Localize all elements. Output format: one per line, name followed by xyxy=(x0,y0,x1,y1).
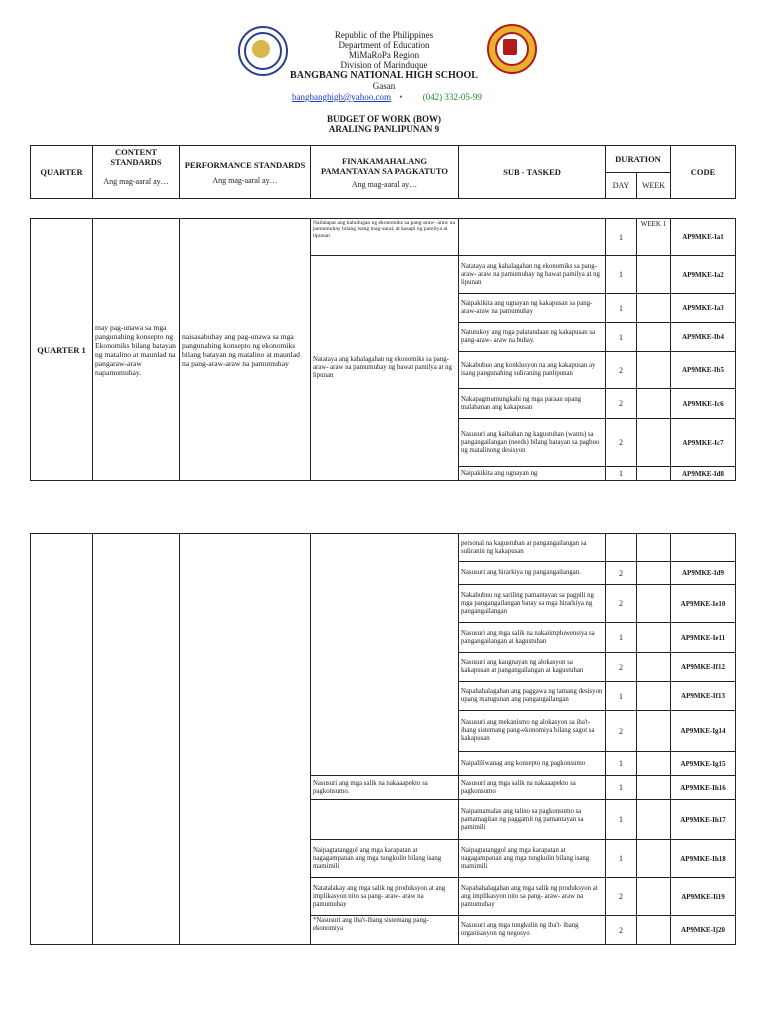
day-cell: 1 xyxy=(606,840,637,878)
day-cell: 1 xyxy=(606,219,637,256)
code-cell: AP9MKE-Ia1 xyxy=(671,219,736,256)
competency-header: FINAKAMAHALANG PAMANTAYAN SA PAGKATUTO xyxy=(320,155,449,176)
school-name: BANGBANG NATIONAL HIGH SCHOOL xyxy=(290,70,478,81)
day-header: DAY xyxy=(606,172,637,199)
subtask-cell: Nasusuri ang mekanismo ng alokasyon sa iba't-ibang sistemang pang-ekonomiya bilang sagot sa kakapusan xyxy=(459,711,606,752)
week-cell xyxy=(637,682,671,711)
day-cell: 1 xyxy=(606,776,637,800)
code-cell: AP9MKE-Ih16 xyxy=(671,776,736,800)
subtask-cell: Nasusuri ang mga salik na nakaaapekto sa pagkonsumo xyxy=(459,776,606,800)
code-cell: AP9MKE-Id8 xyxy=(671,467,736,481)
week-header: WEEK xyxy=(637,172,671,199)
day-cell: 1 xyxy=(606,752,637,776)
subtask-cell: Naipagtatanggol ang mga karapatan at nagagampanan ang mga tungkulin bilang isang mamimili xyxy=(459,840,606,878)
town-line: Gasan xyxy=(372,81,396,91)
day-cell: 1 xyxy=(606,800,637,840)
competency-cell: Nailalapat ang kahulugan ng ekonomiks sa pang-araw- araw na pamumuhay bilang isang mag-aaral, at kasapi ng pamilya at lipunan xyxy=(311,219,459,256)
day-cell: 2 xyxy=(606,389,637,419)
content-standard-cell xyxy=(93,534,180,945)
code-cell: AP9MKE-Ie11 xyxy=(671,623,736,653)
quarter1-table-part1 xyxy=(30,218,736,481)
day-cell: 1 xyxy=(606,682,637,711)
code-cell: AP9MKE-Ij20 xyxy=(671,916,736,945)
phone-number: (042) 332-05-99 xyxy=(422,92,482,102)
competency-cell xyxy=(311,800,459,840)
content-standard-cell: may pag-unawa sa mga pangunahing konsepto ng Ekonomiks bilang batayan ng matalino at maunlad na pangaraw-araw napamumuhay. xyxy=(93,219,180,481)
document-title: BUDGET OF WORK (BOW) xyxy=(326,114,442,124)
code-cell: AP9MKE-Ii19 xyxy=(671,878,736,916)
quarter1-table-part2 xyxy=(30,533,736,945)
performance-standard-cell xyxy=(180,534,311,945)
day-cell: 2 xyxy=(606,562,637,585)
competency-cell: *Nasusuri ang iba't-ibang sistemang pang-ekonomiya xyxy=(311,916,459,945)
week-cell xyxy=(637,752,671,776)
day-cell: 2 xyxy=(606,878,637,916)
subtask-cell: Napahahalagahan ang paggawa ng tamang desisyon upang matugunan ang pangangailangan xyxy=(459,682,606,711)
document-header xyxy=(0,0,768,140)
subtask-header: SUB - TASKED xyxy=(459,146,606,199)
content-standards-sub: Ang mag-aaral ay… xyxy=(103,177,169,186)
week-cell xyxy=(637,840,671,878)
region-line: MiMaRoPa Region xyxy=(348,50,420,60)
week-cell xyxy=(637,256,671,294)
subtask-cell: personal na kagustuhan at pangangailangan sa suliranin ng kakapusan xyxy=(459,534,606,562)
table-row xyxy=(31,219,736,256)
day-cell: 2 xyxy=(606,585,637,623)
code-cell: AP9MKE-If13 xyxy=(671,682,736,711)
subtask-cell: Nakapagmumungkahi ng mga paraan upang malabanan ang kakapusan xyxy=(459,389,606,419)
competency-cell xyxy=(311,534,459,776)
subtask-cell: Nasusuri ang kaugnayan ng alokasyon sa kakapusan at pangangailangan at kagustuhan xyxy=(459,653,606,682)
subtask-cell: Natataya ang kahalagahan ng ekonomiks sa pang-araw- araw na pamumuhay ng bawat pamilya at ng lipunan xyxy=(459,256,606,294)
day-cell: 2 xyxy=(606,653,637,682)
content-standards-header: CONTENT STANDARDS xyxy=(110,147,162,167)
subtask-cell: Naipakikita ang ugnayan ng kakapusan sa pang-araw-araw na pamumuhay xyxy=(459,294,606,323)
week-cell xyxy=(637,419,671,467)
quarter-cell xyxy=(31,534,93,945)
quarter-cell: QUARTER 1 xyxy=(31,219,93,481)
subtask-cell xyxy=(459,219,606,256)
performance-standard-cell: naisasabuhay ang pag-unawa sa mga pangunahing konsepto ng ekonomiks bilang batayan ng matalino at maunlad na pang-araw-araw na pamumuhay xyxy=(180,219,311,481)
code-header: CODE xyxy=(671,146,736,199)
code-cell: AP9MKE-Ia3 xyxy=(671,294,736,323)
code-cell: AP9MKE-Ib5 xyxy=(671,352,736,389)
day-cell: 1 xyxy=(606,294,637,323)
email-link[interactable]: bangbanghigh@yahoo.com xyxy=(292,92,392,102)
subtask-cell: Naipakikita ang ugnayan ng xyxy=(459,467,606,481)
week-cell xyxy=(637,352,671,389)
republic-line: Republic of the Philippines xyxy=(334,30,434,40)
week-cell xyxy=(637,534,671,562)
competency-cell: Natatalakay ang mga salik ng produksyon at ang implikasyon nito sa pang- araw- araw na pamumuhay xyxy=(311,878,459,916)
week-cell xyxy=(637,585,671,623)
code-cell: AP9MKE-Id9 xyxy=(671,562,736,585)
day-cell xyxy=(606,534,637,562)
day-cell: 1 xyxy=(606,256,637,294)
code-cell: AP9MKE-Ia2 xyxy=(671,256,736,294)
week-cell xyxy=(637,800,671,840)
subtask-cell: Nasusuri ang kaibahan ng kagustuhan (wants) sa pangangailangan (needs) bilang batayan sa pagbuo ng matalinong desisyon xyxy=(459,419,606,467)
code-cell: AP9MKE-Ic7 xyxy=(671,419,736,467)
competency-cell: Naipagtatanggol ang mga karapatan at nagagampanan ang mga tungkulin bilang isang mamimili xyxy=(311,840,459,878)
subtask-cell: Napahahalagahan ang mga salik ng produksyon at ang implikasyon nito sa pang- araw- araw na pamumuhay xyxy=(459,878,606,916)
week-cell xyxy=(637,294,671,323)
code-cell: AP9MKE-If12 xyxy=(671,653,736,682)
week-cell xyxy=(637,623,671,653)
week-cell xyxy=(637,653,671,682)
subtask-cell: Nasusuri ang hirarkiya ng pangangailangan. xyxy=(459,562,606,585)
day-cell: 2 xyxy=(606,352,637,389)
subtask-cell: Nasusuri ang mga salik na nakaiimpluwensiya sa pangangailangan at kagustuhan xyxy=(459,623,606,653)
code-cell: AP9MKE-Ig15 xyxy=(671,752,736,776)
day-cell: 1 xyxy=(606,323,637,352)
department-line: Department of Education xyxy=(338,40,430,50)
subtask-cell: Naipamamalas ang talino sa pagkonsumo sa pamamagitan ng paggamit ng pamantayan sa pamimili xyxy=(459,800,606,840)
performance-standards-header: PERFORMANCE STANDARDS xyxy=(184,159,306,170)
division-line: Division of Marinduque xyxy=(340,60,428,70)
code-cell xyxy=(671,534,736,562)
week-cell: WEEK 1 xyxy=(637,219,671,256)
subject-title: ARALING PANLIPUNAN 9 xyxy=(328,124,440,134)
bullet-separator: • xyxy=(399,92,403,102)
code-cell: AP9MKE-Ib4 xyxy=(671,323,736,352)
week-cell xyxy=(637,711,671,752)
subtask-cell: Natutukoy ang mga palatandaan ng kakapusan sa pang-araw- araw na buhay. xyxy=(459,323,606,352)
duration-header: DURATION xyxy=(606,146,671,173)
week-cell xyxy=(637,389,671,419)
code-cell: AP9MKE-Ic6 xyxy=(671,389,736,419)
week-cell xyxy=(637,323,671,352)
contact-line xyxy=(292,92,482,102)
subtask-cell: Nakabubuo ng sariling pamantayan sa pagpili ng mga pangangailangan batay sa mga hirarkiya ng pangangailangan xyxy=(459,585,606,623)
week-cell xyxy=(637,562,671,585)
code-cell: AP9MKE-Ih18 xyxy=(671,840,736,878)
subtask-cell: Nakabubuo ang konklusyon na ang kakapusan ay isang pangunahing suliraning panlipunan xyxy=(459,352,606,389)
table-row xyxy=(31,534,736,562)
subtask-cell: Nasusuri ang mga tungkulin ng iba't- ibang organisasyon ng negosyo xyxy=(459,916,606,945)
quarter-header: QUARTER xyxy=(31,146,93,199)
day-cell: 1 xyxy=(606,467,637,481)
week-cell xyxy=(637,776,671,800)
column-header-table xyxy=(30,145,736,199)
code-cell: AP9MKE-Ih17 xyxy=(671,800,736,840)
day-cell: 2 xyxy=(606,916,637,945)
day-cell: 2 xyxy=(606,419,637,467)
week-cell xyxy=(637,878,671,916)
day-cell: 2 xyxy=(606,711,637,752)
subtask-cell: Naipaliliwanag ang konsepto ng pagkonsumo xyxy=(459,752,606,776)
code-cell: AP9MKE-Ig14 xyxy=(671,711,736,752)
competency-cell: Natataya ang kahalagahan ng ekonomiks sa pang-araw- araw na pamumuhay ng bawat pamilya at ng lipunan xyxy=(311,256,459,481)
week-cell xyxy=(637,916,671,945)
week-cell xyxy=(637,467,671,481)
code-cell: AP9MKE-Ie10 xyxy=(671,585,736,623)
competency-cell: Nasusuri ang mga salik na nakaaapekto sa pagkonsumo. xyxy=(311,776,459,800)
day-cell: 1 xyxy=(606,623,637,653)
competency-sub: Ang mag-aaral ay… xyxy=(351,179,418,189)
performance-standards-sub: Ang mag-aaral ay… xyxy=(212,175,278,185)
